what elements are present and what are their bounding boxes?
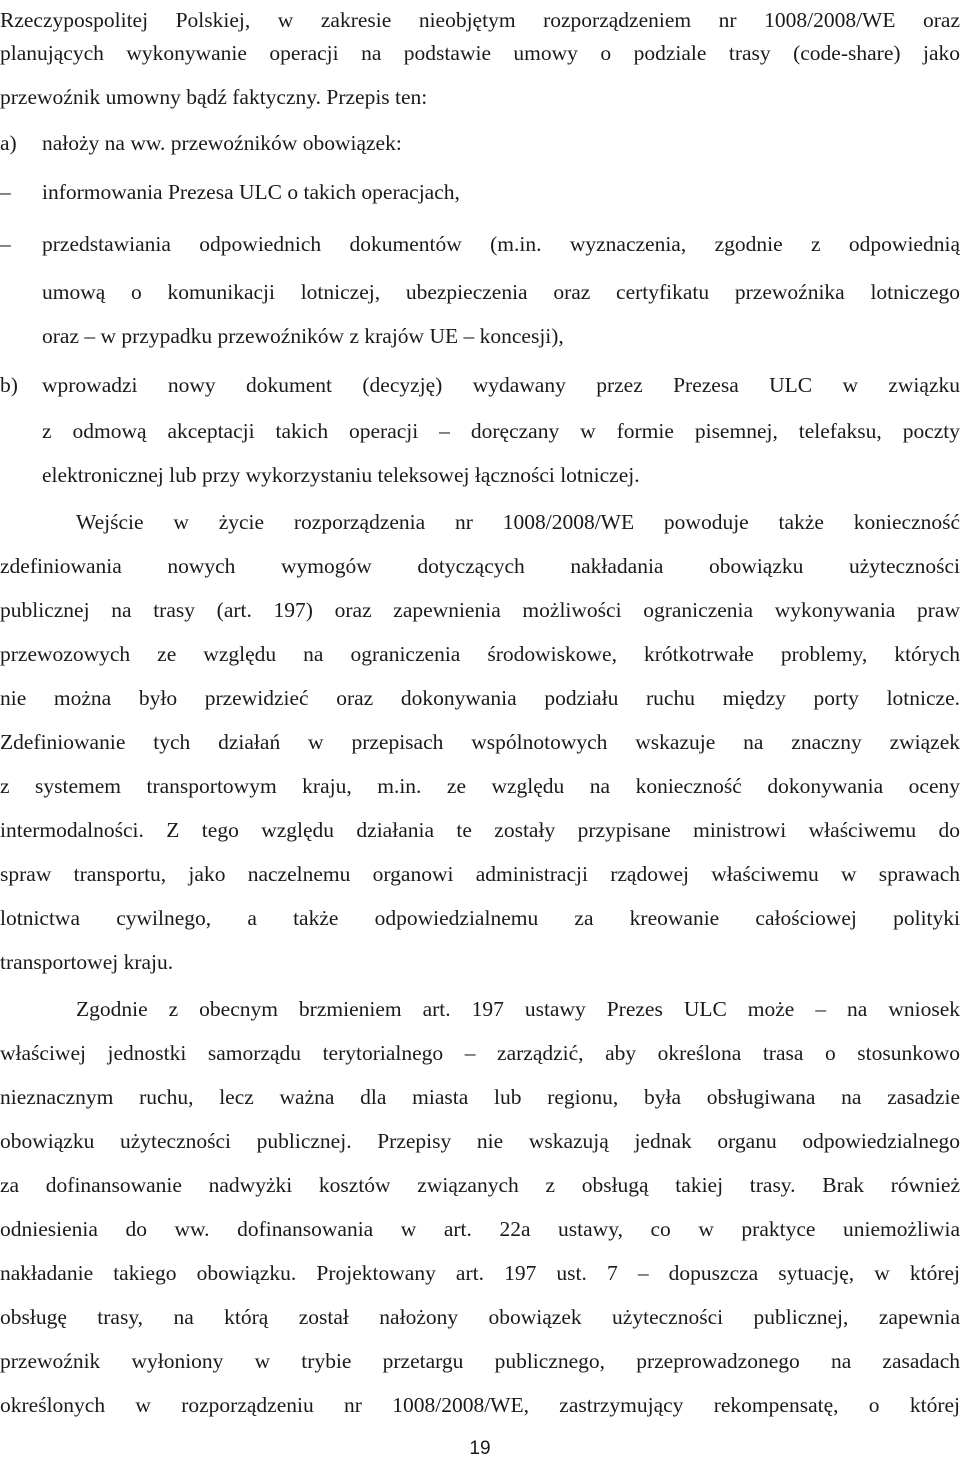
dash-marker: – <box>0 180 11 204</box>
list-item-text: informowania Prezesa ULC o takich operacjach, <box>42 180 460 204</box>
list-item-text: z odmową akceptacji takich operacji – doręczany w formie pisemnej, telefaksu, poczty <box>42 419 960 443</box>
text-line: Rzeczypospolitej Polskiej, w zakresie nieobjętym rozporządzeniem nr 1008/2008/WE oraz <box>0 8 960 32</box>
list-item-text: nałoży na ww. przewoźników obowiązek: <box>42 131 402 155</box>
paragraph-line: obowiązku użyteczności publicznej. Przepisy nie wskazują jednak organu odpowiedzialnego <box>0 1129 960 1153</box>
page-number: 19 <box>469 1438 491 1459</box>
text-line: przewoźnik umowny bądź faktyczny. Przepis ten: <box>0 85 428 109</box>
paragraph-line: przewozowych ze względu na ograniczenia środowiskowe, krótkotrwałe problemy, których <box>0 642 960 666</box>
paragraph-line: nakładanie takiego obowiązku. Projektowany art. 197 ust. 7 – dopuszcza sytuację, w której <box>0 1261 960 1285</box>
list-item-text: oraz – w przypadku przewoźników z krajów UE – koncesji), <box>42 324 564 348</box>
paragraph-line: za dofinansowanie nadwyżki kosztów związanych z obsługą takiej trasy. Brak również <box>0 1173 960 1197</box>
paragraph-line: odniesienia do ww. dofinansowania w art. 22a ustawy, co w praktyce uniemożliwia <box>0 1217 960 1241</box>
paragraph-line: publicznej na trasy (art. 197) oraz zapewnienia możliwości ograniczenia wykonywania praw <box>0 598 960 622</box>
paragraph-line: spraw transportu, jako naczelnemu organowi administracji rządowej właściwemu w sprawach <box>0 862 960 886</box>
list-item-text: umową o komunikacji lotniczej, ubezpieczenia oraz certyfikatu przewoźnika lotniczego <box>42 280 960 304</box>
list-marker-a: a) <box>0 131 17 155</box>
paragraph-line: Zgodnie z obecnym brzmieniem art. 197 ustawy Prezes ULC może – na wniosek <box>76 997 960 1021</box>
dash-marker: – <box>0 232 11 256</box>
paragraph-line: z systemem transportowym kraju, m.in. ze względu na konieczność dokonywania oceny <box>0 774 960 798</box>
paragraph-line: transportowej kraju. <box>0 950 174 974</box>
paragraph-line: intermodalności. Z tego względu działania te zostały przypisane ministrowi właściwemu do <box>0 818 960 842</box>
paragraph-line: nieznacznym ruchu, lecz ważna dla miasta lub regionu, była obsługiwana na zasadzie <box>0 1085 960 1109</box>
list-item-text: wprowadzi nowy dokument (decyzję) wydawany przez Prezesa ULC w związku <box>42 373 960 397</box>
paragraph-line: przewoźnik wyłoniony w trybie przetargu publicznego, przeprowadzonego na zasadach <box>0 1349 960 1373</box>
list-item-text: przedstawiania odpowiednich dokumentów (m.in. wyznaczenia, zgodnie z odpowiednią <box>42 232 960 256</box>
paragraph-line: obsługę trasy, na którą został nałożony obowiązek użyteczności publicznej, zapewnia <box>0 1305 960 1329</box>
paragraph-line: właściwej jednostki samorządu terytorialnego – zarządzić, aby określona trasa o stosunkowo <box>0 1041 960 1065</box>
paragraph-line: lotnictwa cywilnego, a także odpowiedzialnemu za kreowanie całościowej polityki <box>0 906 960 930</box>
paragraph-line: Zdefiniowanie tych działań w przepisach wspólnotowych wskazuje na znaczny związek <box>0 730 960 754</box>
text-line: planujących wykonywanie operacji na podstawie umowy o podziale trasy (code-share) jako <box>0 41 960 65</box>
paragraph-line: zdefiniowania nowych wymogów dotyczących nakładania obowiązku użyteczności <box>0 554 960 578</box>
paragraph-line: określonych w rozporządzeniu nr 1008/2008/WE, zastrzymujący rekompensatę, o której <box>0 1393 960 1417</box>
paragraph-line: Wejście w życie rozporządzenia nr 1008/2008/WE powoduje także konieczność <box>76 510 960 534</box>
paragraph-line: nie można było przewidzieć oraz dokonywania podziału ruchu między porty lotnicze. <box>0 686 960 710</box>
list-item-text: elektronicznej lub przy wykorzystaniu teleksowej łączności lotniczej. <box>42 463 640 487</box>
list-marker-b: b) <box>0 373 18 397</box>
